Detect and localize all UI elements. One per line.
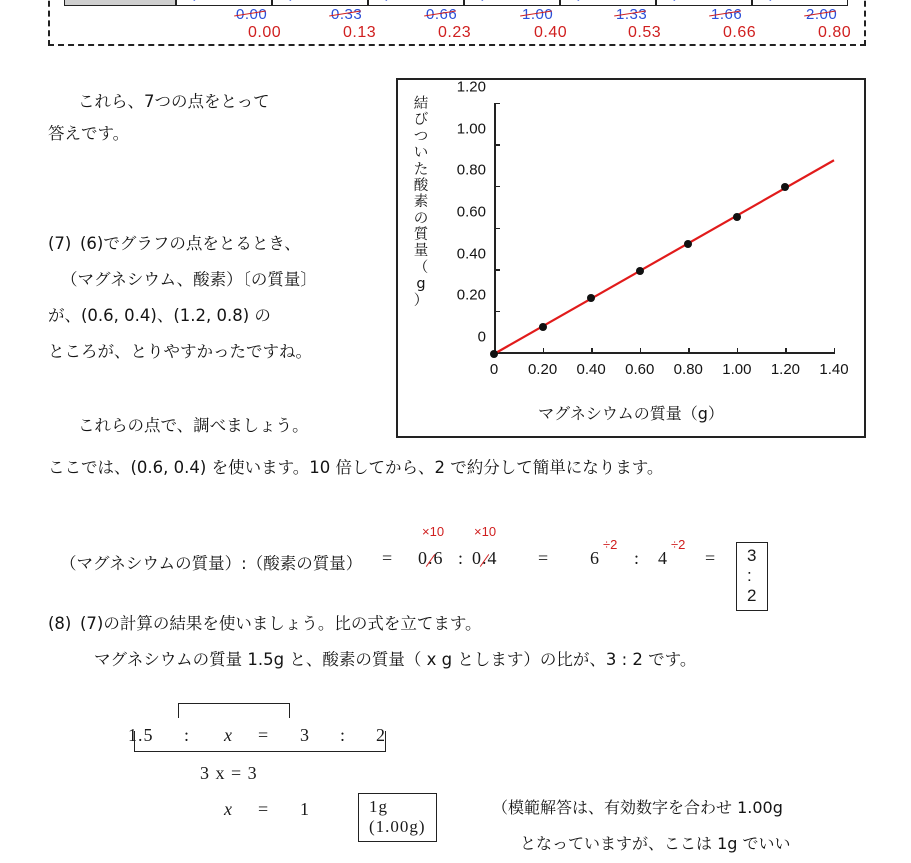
y-tick-label: 0 [477,328,486,346]
blue-value: 0.33 [331,6,363,23]
y-tick-label: 0.80 [456,161,486,179]
question-8-label: (8) [48,614,72,633]
work-row1-colon-2: : [340,725,347,745]
x-tick-mark [591,348,592,354]
x-tick-mark [737,348,738,354]
y-axis-title-char: （ [413,259,429,276]
data-point [684,240,692,248]
annotation-div2-a: ÷2 [603,537,618,552]
y-axis-title-char: 質 [413,227,429,243]
ratio-term-b: 0.4 [472,548,498,568]
ratio-equals-1: = [382,548,394,568]
ratio-answer-box: 3 : 2 [736,542,768,611]
work-row1-colon-1: : [184,725,191,745]
data-point [733,213,741,221]
table-cell-header [64,0,176,6]
annotation-x10-b: ×10 [474,524,497,539]
slash-mark [578,0,638,1]
x-tick-mark [688,348,689,354]
work-row3-variable: x [224,799,233,819]
blue-value: 1.00 [522,6,554,23]
slash-mark [194,0,254,1]
ratio-term-a: 0.6 [418,548,444,568]
y-tick-mark [494,228,500,229]
data-table-fragment [48,0,866,46]
y-axis-title-char: 結 [413,96,429,112]
x-tick-mark [543,348,544,354]
red-value: 0.23 [438,24,472,41]
y-tick-mark [494,186,500,187]
work-row3-equals: = [258,799,270,819]
blue-value: 1.66 [711,6,743,23]
red-value: 0.13 [343,24,377,41]
question-8-line-1: (7)の計算の結果を使いましょう。比の式を立てます。 [80,614,482,633]
y-axis-title-char: び [413,112,429,129]
question-7-line-1: (6)でグラフの点をとるとき、 [80,234,301,253]
data-point [539,323,547,331]
y-axis-title-char: つ [413,128,429,145]
x-tick-mark [834,348,835,354]
question-7-line-4: ところが、とりやすかったですね。 [48,342,312,361]
paragraph-line-4: ここでは、(0.6, 0.4) を使います。10 倍してから、2 で約分して簡単になります。 [48,458,664,477]
x-tick-label: 0.20 [527,361,558,378]
x-tick-label: 1.20 [770,361,801,378]
y-tick-mark [494,144,500,145]
y-axis-title-char: 量 [413,243,429,260]
slash-mark [770,0,830,1]
blue-value: 2.00 [806,6,838,23]
paragraph-line-3: これらの点で、調べましょう。 [78,416,309,435]
note-line-1: （模範解答は、有効数字を合わせ 1.00g [492,798,783,817]
y-tick-mark [494,269,500,270]
work-row1-term-4: 2 [376,725,386,745]
x-tick-mark [785,348,786,354]
fit-line [494,104,834,354]
y-tick-label: 1.20 [456,78,486,96]
blue-value: 1.33 [616,6,648,23]
y-axis-title-char: の [413,210,429,227]
work-row2: 3 x = 3 [200,763,258,783]
red-value: 0.53 [628,24,662,41]
red-value: 0.66 [723,24,757,41]
data-point [587,294,595,302]
y-axis-title-char: ） [413,292,429,309]
slash-mark [386,0,446,1]
y-axis-title-char: い [413,145,429,162]
work-row1-equals: = [258,725,270,745]
y-axis-title [410,96,432,309]
work-row1-term-3: 3 [300,725,310,745]
x-tick-label: 0.40 [576,361,606,378]
blue-value: 0.00 [236,6,268,23]
ratio-equals-2: = [538,548,550,568]
paragraph-line-2: 答えです。 [48,124,130,143]
ratio-equals-3: = [705,548,717,568]
x-tick-label: 0 [489,361,499,378]
annotation-x10-a: ×10 [422,524,445,539]
y-axis-title-char: g [416,276,426,293]
x-axis-title: マグネシウムの質量（g） [538,404,724,423]
question-7-line-2: （マグネシウム、酸素）〔の質量〕 [61,270,317,289]
ratio-term-d: 4 [658,548,668,568]
x-tick-label: 1.00 [722,361,752,378]
y-axis-title-char: 酸 [413,177,429,194]
ratio-colon-2: : [634,548,641,568]
y-tick-label: 0.40 [456,245,486,263]
red-value: 0.80 [818,24,852,41]
question-8-line-2: マグネシウムの質量 1.5g と、酸素の質量（ x g とします）の比が、3 : 2 です。 [94,650,697,669]
final-answer-box: 1g (1.00g) [358,793,437,842]
note-line-2: となっていますが、ここは 1g でいい [520,834,791,853]
ratio-colon-1: : [458,548,465,568]
y-tick-label: 0.20 [456,286,486,304]
plot-area [456,78,849,378]
y-tick-label: 1.00 [456,120,486,138]
blue-value: 0.66 [426,6,458,23]
data-point [636,267,644,275]
y-tick-label: 0.60 [456,203,486,221]
question-7-line-3: が、(0.6, 0.4)、(1.2, 0.8) の [48,306,271,325]
slash-mark [482,0,542,1]
ratio-term-c: 6 [590,548,600,568]
x-tick-label: 1.40 [819,361,849,378]
y-tick-mark [494,103,500,104]
red-value: 0.40 [534,24,568,41]
y-axis-title-char: た [413,161,429,178]
paragraph-line-1: これら、7つの点をとって [78,92,270,111]
cross-multiply-bracket-top [178,703,290,718]
red-value: 0.00 [248,24,282,41]
question-7-label: (7) [48,234,72,253]
slash-mark [674,0,734,1]
graph-panel [396,78,866,438]
x-tick-mark [640,348,641,354]
data-point [490,350,498,358]
y-tick-mark [494,311,500,312]
work-row1-variable: x [224,725,233,745]
x-tick-label: 0.80 [673,361,703,378]
work-row3-value: 1 [300,799,310,819]
cross-multiply-bracket-bottom [134,731,386,752]
work-row1-term-1: 1.5 [128,725,154,745]
ratio-left-label: （マグネシウムの質量）:（酸素の質量） [60,554,363,573]
y-axis-title-char: 素 [413,194,429,211]
annotation-div2-b: ÷2 [671,537,686,552]
x-tick-label: 0.60 [625,361,655,378]
slash-mark [290,0,350,1]
